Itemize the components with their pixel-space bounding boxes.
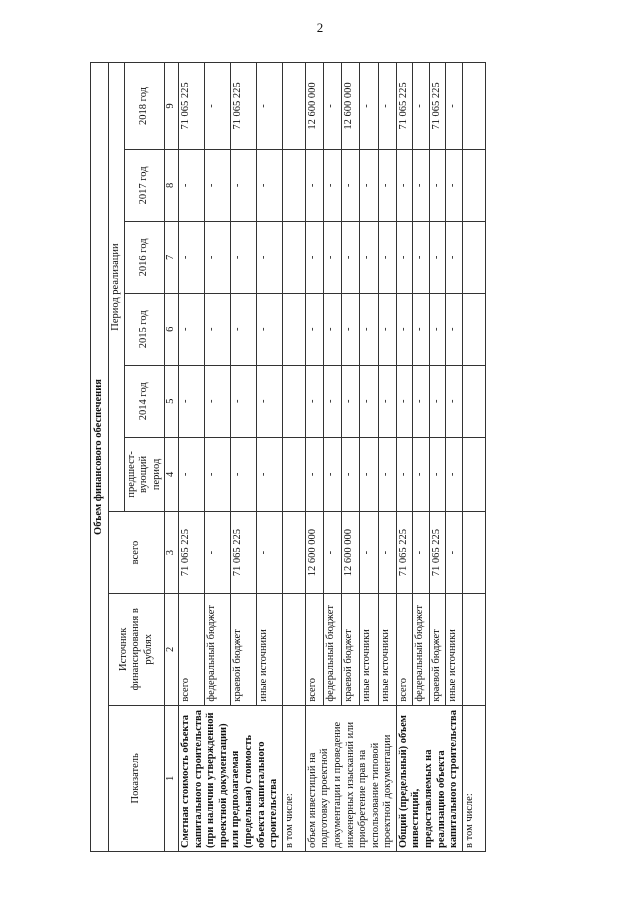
empty-cell: [282, 63, 305, 150]
value-cell: -: [413, 512, 429, 594]
table-row: [305, 63, 323, 852]
value-cell: -: [413, 437, 429, 511]
value-cell: -: [446, 437, 463, 511]
value-cell: 12 600 000: [305, 512, 323, 594]
source-cell: иные источники: [360, 593, 378, 705]
col-number: 9: [165, 63, 179, 150]
table-body: [178, 63, 485, 852]
value-cell: -: [256, 293, 282, 365]
value-cell: -: [256, 149, 282, 221]
value-cell: -: [413, 365, 429, 437]
header-year: 2015 год: [124, 293, 165, 365]
header-year: 2014 год: [124, 365, 165, 437]
value-cell: -: [429, 221, 445, 293]
source-cell: краевой бюджет: [342, 593, 360, 705]
value-cell: -: [360, 221, 378, 293]
empty-cell: [462, 437, 485, 511]
header-year: 2018 год: [124, 63, 165, 150]
value-cell: 71 065 225: [429, 512, 445, 594]
value-cell: -: [305, 365, 323, 437]
value-cell: -: [446, 293, 463, 365]
value-cell: -: [413, 149, 429, 221]
value-cell: 71 065 225: [178, 512, 204, 594]
col-number: 5: [165, 365, 179, 437]
value-cell: -: [342, 221, 360, 293]
value-cell: -: [446, 221, 463, 293]
empty-cell: [282, 365, 305, 437]
source-cell: федеральный бюджет: [323, 593, 341, 705]
value-cell: -: [396, 365, 412, 437]
value-cell: -: [323, 63, 341, 150]
value-cell: -: [446, 512, 463, 594]
empty-cell: [462, 593, 485, 705]
value-cell: -: [178, 149, 204, 221]
empty-cell: [282, 221, 305, 293]
value-cell: -: [305, 293, 323, 365]
col-number: 2: [165, 593, 179, 705]
header-total: всего: [109, 512, 165, 594]
value-cell: 12 600 000: [342, 63, 360, 150]
value-cell: -: [360, 149, 378, 221]
value-cell: -: [323, 365, 341, 437]
value-cell: -: [360, 293, 378, 365]
source-cell: краевой бюджет: [429, 593, 445, 705]
value-cell: -: [378, 512, 396, 594]
value-cell: -: [256, 512, 282, 594]
indicator-cell: объем инвестиций на подготовку проектной документации и проведение инженерных изысканий или приобретение прав на использование типовой проектной документации: [305, 705, 396, 851]
value-cell: -: [429, 437, 445, 511]
value-cell: -: [178, 221, 204, 293]
header-previous: предшест-вующий период: [124, 437, 165, 511]
value-cell: -: [378, 365, 396, 437]
value-cell: -: [396, 293, 412, 365]
header-period: Период реализации: [109, 63, 125, 512]
indicator-cell: Общий (предельный) объем инвестиций, предоставляемых на реализацию объекта капитального строительства: [396, 705, 462, 851]
value-cell: -: [342, 293, 360, 365]
col-number: 4: [165, 437, 179, 511]
header-indicator: Показатель: [109, 705, 165, 851]
source-cell: всего: [396, 593, 412, 705]
value-cell: -: [323, 221, 341, 293]
value-cell: -: [378, 437, 396, 511]
value-cell: -: [429, 293, 445, 365]
value-cell: -: [256, 221, 282, 293]
value-cell: -: [323, 437, 341, 511]
source-cell: федеральный бюджет: [413, 593, 429, 705]
header-year: 2016 год: [124, 221, 165, 293]
source-cell: всего: [178, 593, 204, 705]
value-cell: -: [413, 293, 429, 365]
title-row: [91, 63, 109, 852]
value-cell: -: [360, 437, 378, 511]
value-cell: -: [204, 149, 230, 221]
value-cell: 71 065 225: [429, 63, 445, 150]
source-cell: краевой бюджет: [230, 593, 256, 705]
value-cell: -: [204, 63, 230, 150]
col-number: 7: [165, 221, 179, 293]
empty-cell: [462, 63, 485, 150]
value-cell: -: [204, 512, 230, 594]
column-numbers-row: [165, 63, 179, 852]
value-cell: 71 065 225: [396, 63, 412, 150]
value-cell: 12 600 000: [305, 63, 323, 150]
empty-cell: [462, 221, 485, 293]
empty-cell: [462, 149, 485, 221]
value-cell: 71 065 225: [178, 63, 204, 150]
value-cell: -: [446, 365, 463, 437]
value-cell: -: [342, 365, 360, 437]
value-cell: -: [305, 221, 323, 293]
indicator-cell: в том числе:: [462, 705, 485, 851]
value-cell: -: [342, 149, 360, 221]
source-cell: федеральный бюджет: [204, 593, 230, 705]
col-number: 8: [165, 149, 179, 221]
value-cell: -: [230, 437, 256, 511]
empty-cell: [282, 512, 305, 594]
value-cell: -: [230, 149, 256, 221]
header-year: 2017 год: [124, 149, 165, 221]
table-row: [282, 63, 305, 852]
source-cell: иные источники: [256, 593, 282, 705]
value-cell: -: [360, 512, 378, 594]
value-cell: -: [413, 221, 429, 293]
value-cell: -: [230, 221, 256, 293]
value-cell: -: [429, 365, 445, 437]
value-cell: -: [446, 149, 463, 221]
value-cell: -: [360, 63, 378, 150]
value-cell: -: [323, 512, 341, 594]
empty-cell: [282, 149, 305, 221]
source-cell: иные источники: [446, 593, 463, 705]
source-cell: иные источники: [378, 593, 396, 705]
value-cell: -: [305, 437, 323, 511]
value-cell: -: [378, 63, 396, 150]
value-cell: -: [429, 149, 445, 221]
value-cell: -: [413, 63, 429, 150]
empty-cell: [462, 293, 485, 365]
value-cell: -: [256, 63, 282, 150]
value-cell: -: [230, 365, 256, 437]
value-cell: -: [342, 437, 360, 511]
table-row: [462, 63, 485, 852]
table-row: [396, 63, 412, 852]
value-cell: -: [204, 221, 230, 293]
value-cell: 12 600 000: [342, 512, 360, 594]
value-cell: -: [178, 293, 204, 365]
header-row-1: [109, 63, 125, 852]
value-cell: -: [178, 365, 204, 437]
value-cell: -: [360, 365, 378, 437]
value-cell: -: [204, 437, 230, 511]
value-cell: -: [305, 149, 323, 221]
value-cell: -: [323, 149, 341, 221]
value-cell: -: [378, 221, 396, 293]
empty-cell: [282, 293, 305, 365]
value-cell: 71 065 225: [396, 512, 412, 594]
value-cell: -: [256, 365, 282, 437]
empty-cell: [282, 593, 305, 705]
value-cell: -: [378, 293, 396, 365]
source-cell: всего: [305, 593, 323, 705]
indicator-cell: Сметная стоимость объекта капитального строительства (при наличии утвержденной проектной документации) или предполагаемая (предельная) стоимость объекта капитального строительства: [178, 705, 282, 851]
header-source: Источник финансирования в рублях: [109, 593, 165, 705]
indicator-cell: в том числе:: [282, 705, 305, 851]
value-cell: -: [396, 149, 412, 221]
table-title: Объем финансового обеспечения: [91, 63, 109, 852]
col-number: 3: [165, 512, 179, 594]
value-cell: 71 065 225: [230, 512, 256, 594]
page-number: 2: [316, 20, 324, 35]
rotated-table-container: [90, 62, 602, 852]
empty-cell: [282, 437, 305, 511]
value-cell: -: [446, 63, 463, 150]
empty-cell: [462, 512, 485, 594]
col-number: 1: [165, 705, 179, 851]
value-cell: -: [323, 293, 341, 365]
value-cell: -: [204, 293, 230, 365]
value-cell: -: [230, 293, 256, 365]
empty-cell: [462, 365, 485, 437]
col-number: 6: [165, 293, 179, 365]
value-cell: -: [204, 365, 230, 437]
value-cell: -: [396, 437, 412, 511]
value-cell: -: [396, 221, 412, 293]
value-cell: 71 065 225: [230, 63, 256, 150]
value-cell: -: [378, 149, 396, 221]
financing-table: [90, 62, 486, 852]
value-cell: -: [178, 437, 204, 511]
value-cell: -: [256, 437, 282, 511]
table-row: [178, 63, 204, 852]
